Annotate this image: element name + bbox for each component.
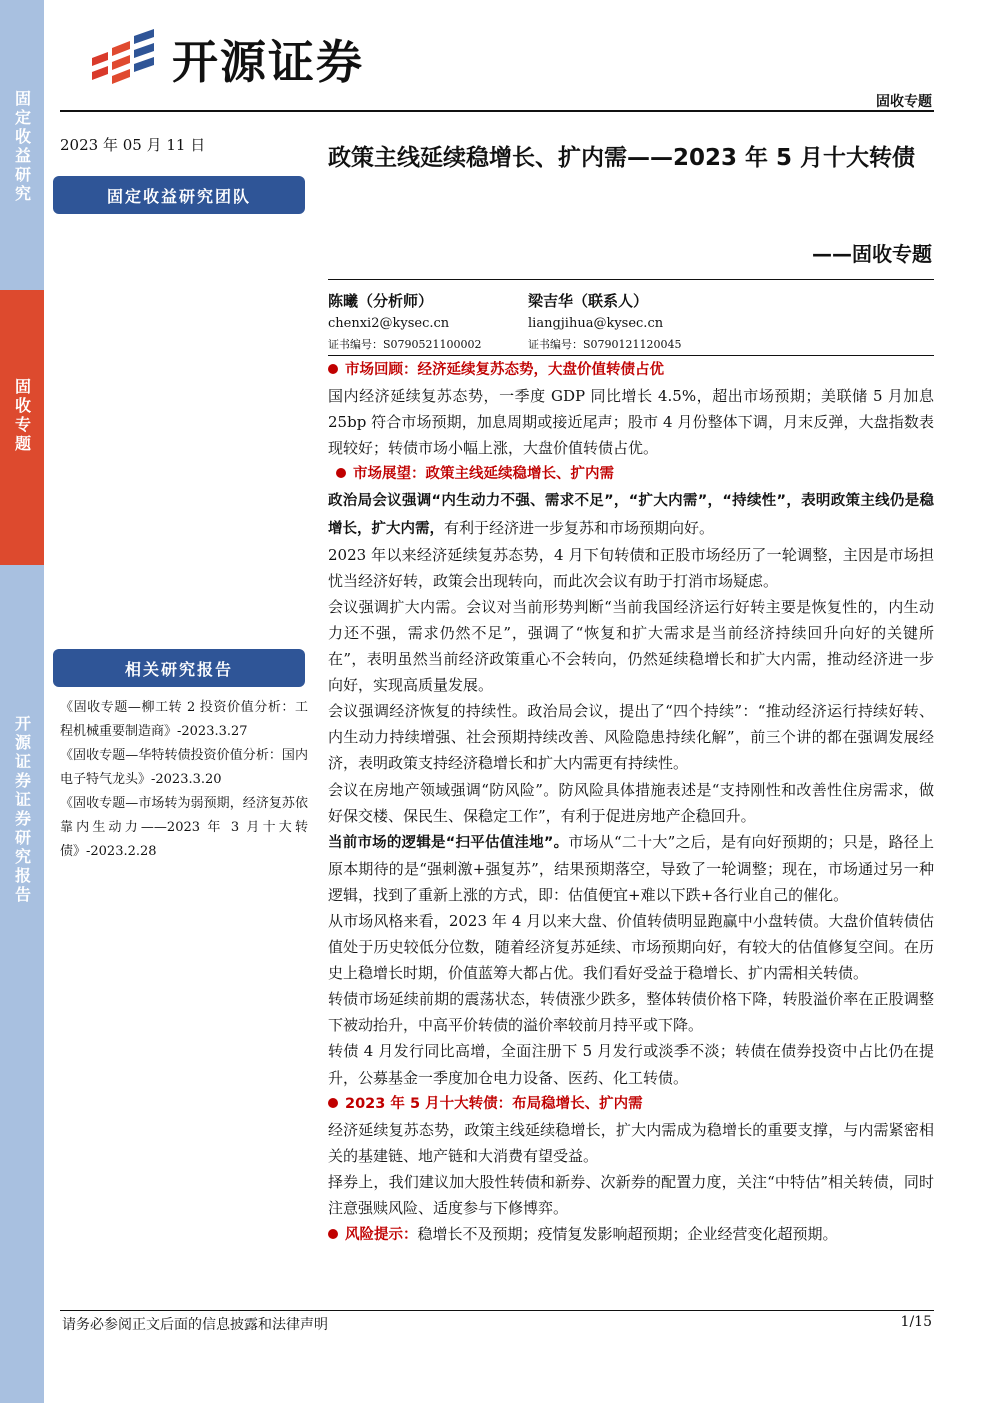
footer-disclaimer: 请务必参阅正文后面的信息披露和法律声明	[62, 1317, 328, 1333]
analyst-cert: 证书编号：S0790521100002	[328, 338, 482, 351]
side-bar	[0, 0, 44, 1403]
risk-note: 风险提示：稳增长不及预期；疫情复发影响超预期；企业经营变化超预期。	[328, 1221, 934, 1248]
contact-email[interactable]: liangjihua@kysec.cn	[528, 316, 664, 331]
paragraph: 转债市场延续前期的震荡状态，转债涨少跌多，整体转债价格下降，转股溢价率在正股调整下被动抬升，中高平价转债的溢价率较前月持平或下降。	[328, 990, 934, 1035]
paragraph: 会议强调扩大内需。会议对当前形势判断“当前我国经济运行好转主要是恢复性的，内生动力还不强，需求仍然不足”，强调了“恢复和扩大需求是当前经济持续回升向好的关键所在”，表明虽然当前经济政策重心不会转向，仍然延续稳增长和扩大内需，推动经济进一步向好，实现高质量发展。	[328, 597, 934, 695]
paragraph: 择券上，我们建议加大股性转债和新券、次新券的配置力度，关注“中特估”相关转债，同时注意强赎风险、适度参与下修博弈。	[328, 1172, 934, 1217]
bullet-icon	[336, 468, 346, 478]
logo-text: 开源证券	[172, 35, 364, 89]
header-divider	[60, 110, 934, 112]
logo-mark-icon	[88, 28, 158, 90]
bullet-icon	[328, 364, 338, 374]
contact-cert: 证书编号：S0790121120045	[528, 338, 682, 351]
analyst-divider	[328, 355, 934, 356]
report-date: 2023 年 05 月 11 日	[60, 136, 206, 154]
related-report-item[interactable]: 《固收专题—柳工转 2 投资价值分析：工程机械重要制造商》-2023.3.27	[60, 700, 308, 739]
report-body	[328, 357, 934, 1248]
paragraph: 从市场风格来看，2023 年 4 月以来大盘、价值转债明显跑赢中小盘转债。大盘价值转债估值处于历史较低分位数，随着经济复苏延续、市场预期向好，有较大的估值修复空间。在历史上稳增长时期，价值蓝筹大都占优。我们看好受益于稳增长、扩内需相关转债。	[328, 911, 934, 983]
side-label-report: 开源证券证券研究报告	[12, 715, 32, 905]
side-section-topic	[0, 290, 44, 565]
side-section-report	[0, 565, 44, 1403]
report-title: 政策主线延续稳增长、扩内需——2023 年 5 月十大转债	[328, 145, 916, 171]
analyst-name: 陈曦（分析师）	[328, 292, 434, 310]
analyst-email[interactable]: chenxi2@kysec.cn	[328, 316, 450, 331]
header-tag: 固收专题	[876, 94, 932, 110]
contact-card	[528, 290, 682, 354]
footer-divider	[60, 1310, 934, 1311]
section-heading-outlook: 市场展望：政策主线延续稳增长、扩内需	[328, 461, 934, 487]
company-logo	[88, 26, 364, 92]
related-reports-list	[60, 696, 308, 864]
related-reports-heading: 相关研究报告	[53, 649, 305, 687]
title-divider	[328, 279, 934, 280]
bullet-icon	[328, 1229, 338, 1239]
report-subtitle: ——固收专题	[812, 242, 932, 266]
paragraph: 当前市场的逻辑是“扫平估值洼地”。市场从“二十大”之后，是有向好预期的；只是，路径上原本期待的是“强刺激+强复苏”，结果预期落空，导致了一轮调整；现在，市场通过另一种逻辑，找到了重新上涨的方式，即：估值便宜+难以下跌+各行业自己的催化。	[328, 832, 935, 904]
paragraph: 2023 年以来经济延续复苏态势，4 月下旬转债和正股市场经历了一轮调整，主因是市场担忧当经济好转，政策会出现转向，而此次会议有助于打消市场疑虑。	[328, 545, 934, 590]
analyst-card	[328, 290, 482, 354]
section-heading-review: 市场回顾：经济延续复苏态势，大盘价值转债占优	[328, 357, 934, 383]
paragraph: 会议在房地产领域强调“防风险”。防风险具体措施表述是“支持刚性和改善性住房需求，做好保交楼、保民生、保稳定工作”，有利于促进房地产企稳回升。	[328, 780, 934, 825]
paragraph: 国内经济延续复苏态势，一季度 GDP 同比增长 4.5%，超出市场预期；美联储 5 月加息 25bp 符合市场预期，加息周期或接近尾声；股市 4 月份整体下调，月末反弹，大盘指数表现较好；转债市场小幅上涨，大盘价值转债占优。	[328, 387, 934, 458]
page-number: 1/15	[900, 1314, 932, 1330]
contact-name: 梁吉华（联系人）	[528, 292, 649, 310]
side-label-fixed-income: 固定收益研究	[12, 90, 32, 204]
related-report-item[interactable]: 《固收专题—华特转债投资价值分析：国内电子特气龙头》-2023.3.20	[60, 748, 308, 787]
bullet-icon	[328, 1098, 338, 1108]
side-section-fixed-income	[0, 0, 44, 290]
paragraph: 经济延续复苏态势，政策主线延续稳增长，扩大内需成为稳增长的重要支撑，与内需紧密相关的基建链、地产链和大消费有望受益。	[328, 1120, 934, 1165]
paragraph: 会议强调经济恢复的持续性。政治局会议，提出了“四个持续”：“推动经济运行持续好转、内生动力持续增强、社会预期持续改善、风险隐患持续化解”，前三个讲的都在强调发展经济，表明政策支持经济稳增长和扩大内需更有持续性。	[328, 702, 934, 773]
section-heading-top-ten: 2023 年 5 月十大转债：布局稳增长、扩内需	[328, 1091, 934, 1117]
side-label-topic: 固收专题	[12, 378, 32, 454]
paragraph: 转债 4 月发行同比高增，全面注册下 5 月发行或淡季不淡；转债在债券投资中占比仍在提升，公募基金一季度加仓电力设备、医药、化工转债。	[328, 1042, 934, 1087]
related-report-item[interactable]: 《固收专题—市场转为弱预期，经济复苏依靠内生动力——2023 年 3 月十大转债》-2023.2.28	[60, 796, 308, 859]
paragraph: 政治局会议强调“内生动力不强、需求不足”，“扩大内需”，“持续性”，表明政策主线仍是稳增长，扩大内需，有利于经济进一步复苏和市场预期向好。	[328, 493, 934, 537]
team-label: 固定收益研究团队	[53, 176, 305, 214]
